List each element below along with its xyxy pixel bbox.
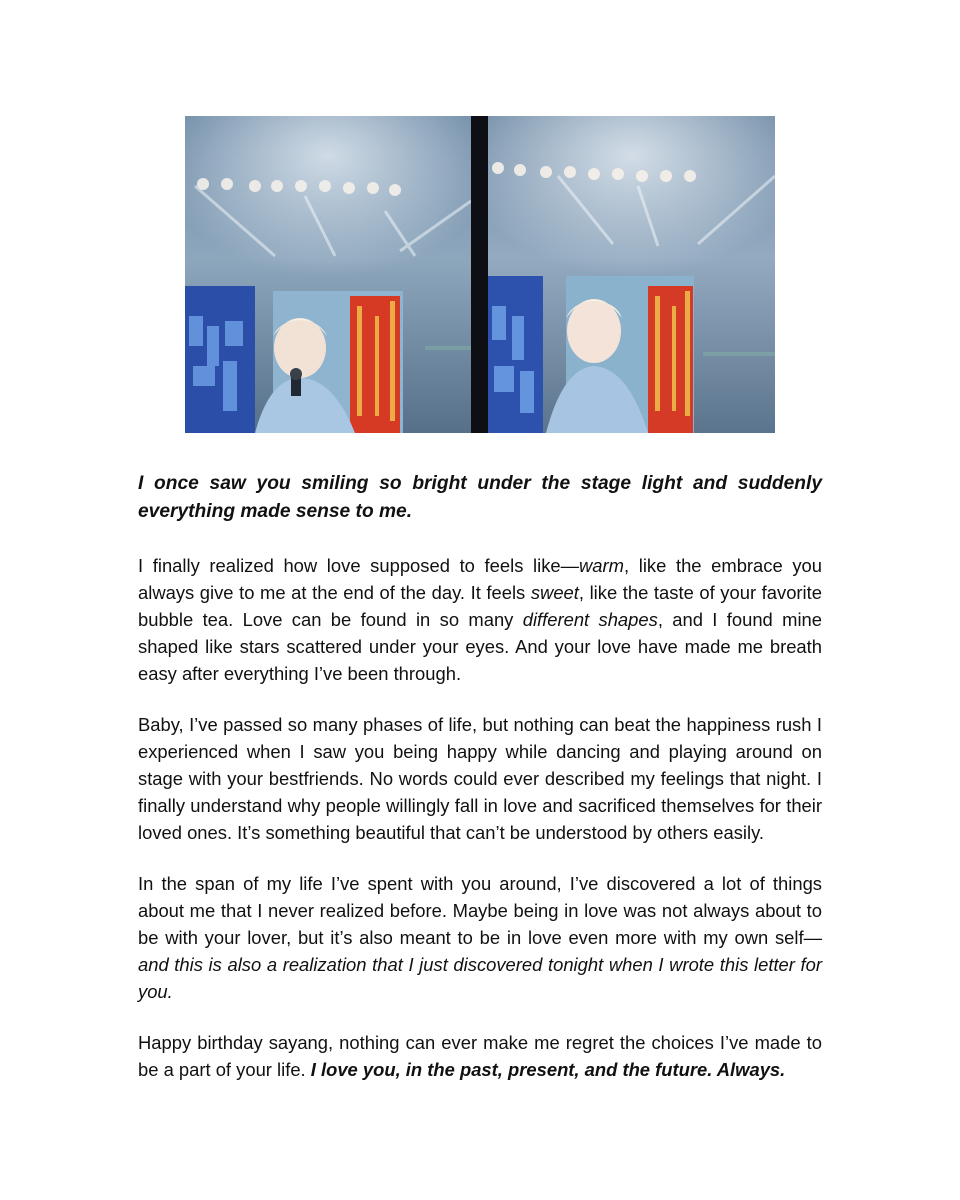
paragraph-1-emphasis-warm: warm	[579, 555, 624, 576]
paragraph-1-text-g: , and I found mine shaped like stars scattered under your eyes. And your love have made me breath easy after everything I’ve been through.	[138, 609, 822, 684]
paragraph-1-text-a: I finally realized how love supposed to feels like—	[138, 555, 580, 576]
letter-paragraph-1	[138, 552, 822, 687]
paragraph-1-emphasis-sweet: sweet	[530, 582, 579, 603]
concert-photo-right	[488, 116, 775, 433]
letter-opening: I once saw you smiling so bright under the stage light and suddenly everything made sense to me.	[138, 473, 822, 522]
paragraph-4-closing: I love you, in the past, present, and the future. Always.	[310, 1059, 786, 1080]
paragraph-4-text-a: Happy birthday sayang, nothing can ever make me regret the choices I’ve made to be a part of your life.	[138, 1032, 822, 1080]
letter-paragraph-4	[138, 1029, 822, 1083]
birthday-letter	[138, 470, 822, 1107]
paragraph-3-emphasis: and this is also a realization that I just discovered tonight when I wrote this letter for you.	[138, 954, 822, 1002]
concert-photo-strip	[185, 116, 775, 433]
letter-paragraph-3	[138, 870, 822, 1005]
paragraph-3-text-a: In the span of my life I’ve spent with you around, I’ve discovered a lot of things about me that I never realized before. Maybe being in love was not always about to be with your lover, but it’s also meant to be in love even more with my own self—	[138, 873, 822, 948]
paragraph-1-text-e: , like the taste of your favorite bubble tea. Love can be found in so many	[138, 582, 822, 630]
concert-photo-left	[185, 116, 471, 433]
letter-paragraph-2: Baby, I’ve passed so many phases of life, but nothing can beat the happiness rush I experienced when I saw you being happy while dancing and playing around on stage with your bestfriends. No words could ever described my feelings that night. I finally understand why people willingly fall in love and sacrificed themselves for their loved ones. It’s something beautiful that can’t be understood by others easily.	[138, 714, 822, 843]
paragraph-1-text-c: , like the embrace you always give to me at the end of the day. It feels	[138, 555, 822, 603]
paragraph-1-emphasis-shapes: different shapes	[522, 609, 658, 630]
